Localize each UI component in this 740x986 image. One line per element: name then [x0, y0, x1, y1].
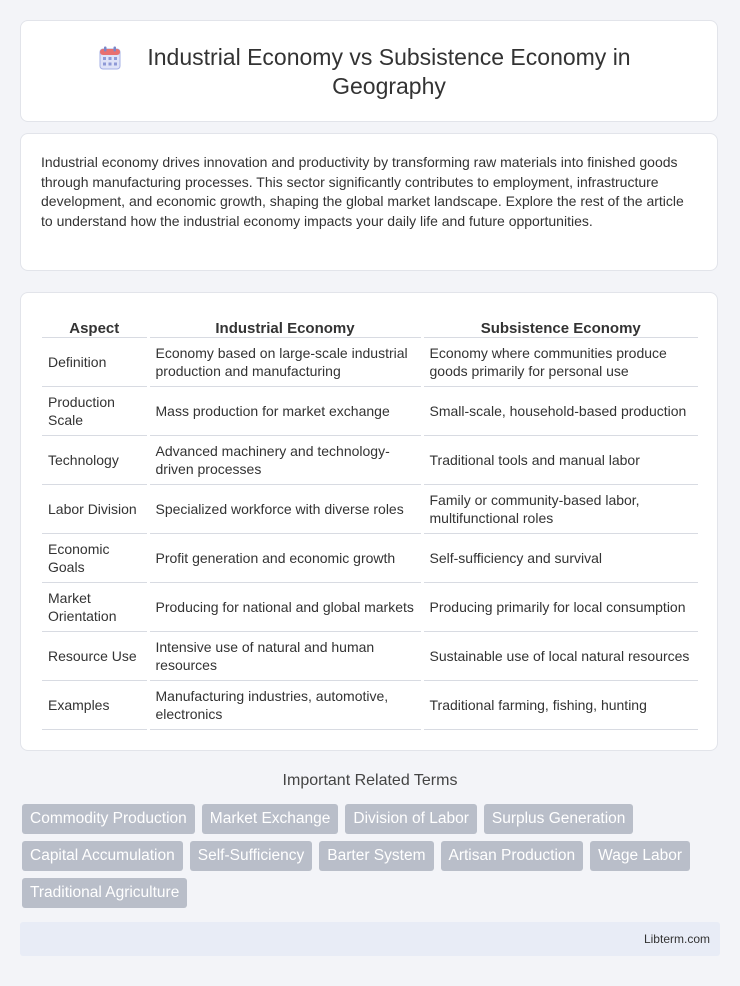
- industrial-cell: Specialized workforce with diverse roles: [148, 485, 422, 534]
- table-row: [42, 387, 698, 436]
- aspect-cell: Economic Goals: [42, 534, 148, 583]
- header-subsistence: Subsistence Economy: [422, 315, 698, 338]
- related-term-tag[interactable]: Wage Labor: [590, 841, 690, 871]
- subsistence-cell: Self-sufficiency and survival: [422, 534, 698, 583]
- comparison-table: [42, 315, 698, 730]
- subsistence-cell: Traditional tools and manual labor: [422, 436, 698, 485]
- industrial-cell: Mass production for market exchange: [148, 387, 422, 436]
- table-row: [42, 338, 698, 387]
- header-industrial: Industrial Economy: [148, 315, 422, 338]
- industrial-cell: Profit generation and economic growth: [148, 534, 422, 583]
- footer: [20, 922, 720, 956]
- industrial-cell: Manufacturing industries, automotive, electronics: [148, 681, 422, 730]
- related-term-tag[interactable]: Capital Accumulation: [22, 841, 183, 871]
- industrial-cell: Producing for national and global markets: [148, 583, 422, 632]
- footer-site-link[interactable]: Libterm.com: [643, 932, 710, 946]
- table-row: [42, 534, 698, 583]
- subsistence-cell: Sustainable use of local natural resources: [422, 632, 698, 681]
- aspect-cell: Production Scale: [42, 387, 148, 436]
- intro-paragraph: Industrial economy drives innovation and productivity by transforming raw materials into finished goods through manufacturing processes. This sector significantly contributes to employment, infrastructure development, and economic growth, shaping the global market landscape. Explore the rest of the article to understand how the industrial economy impacts your daily life and future opportunities.: [41, 154, 684, 230]
- subsistence-cell: Economy where communities produce goods primarily for personal use: [422, 338, 698, 387]
- intro-card: [20, 133, 718, 271]
- subsistence-cell: Traditional farming, fishing, hunting: [422, 681, 698, 730]
- subsistence-cell: Small-scale, household-based production: [422, 387, 698, 436]
- table-row: [42, 436, 698, 485]
- aspect-cell: Examples: [42, 681, 148, 730]
- related-term-tag[interactable]: Artisan Production: [441, 841, 584, 871]
- related-term-tag[interactable]: Commodity Production: [22, 804, 195, 834]
- aspect-cell: Labor Division: [42, 485, 148, 534]
- industrial-cell: Advanced machinery and technology-driven processes: [148, 436, 422, 485]
- title-card: [20, 20, 718, 122]
- related-term-tag[interactable]: Market Exchange: [202, 804, 339, 834]
- table-row: [42, 583, 698, 632]
- aspect-cell: Market Orientation: [42, 583, 148, 632]
- industrial-cell: Economy based on large-scale industrial production and manufacturing: [148, 338, 422, 387]
- table-row: [42, 485, 698, 534]
- related-term-tag[interactable]: Division of Labor: [345, 804, 476, 834]
- related-terms-heading: Important Related Terms: [282, 772, 458, 789]
- related-term-tag[interactable]: Self-Sufficiency: [190, 841, 313, 871]
- table-row: [42, 632, 698, 681]
- table-row: [42, 681, 698, 730]
- industrial-cell: Intensive use of natural and human resources: [148, 632, 422, 681]
- aspect-cell: Resource Use: [42, 632, 148, 681]
- aspect-cell: Definition: [42, 338, 148, 387]
- related-term-tag[interactable]: Traditional Agriculture: [22, 878, 187, 908]
- page-title: Industrial Economy vs Subsistence Economy in Geography: [147, 44, 631, 99]
- subsistence-cell: Producing primarily for local consumption: [422, 583, 698, 632]
- aspect-cell: Technology: [42, 436, 148, 485]
- table-header-row: [42, 315, 698, 338]
- related-term-tag[interactable]: Barter System: [319, 841, 433, 871]
- comparison-table-card: [20, 292, 718, 751]
- related-term-tag[interactable]: Surplus Generation: [484, 804, 634, 834]
- subsistence-cell: Family or community-based labor, multifunctional roles: [422, 485, 698, 534]
- related-terms-list: [22, 804, 722, 908]
- header-aspect: Aspect: [42, 315, 148, 338]
